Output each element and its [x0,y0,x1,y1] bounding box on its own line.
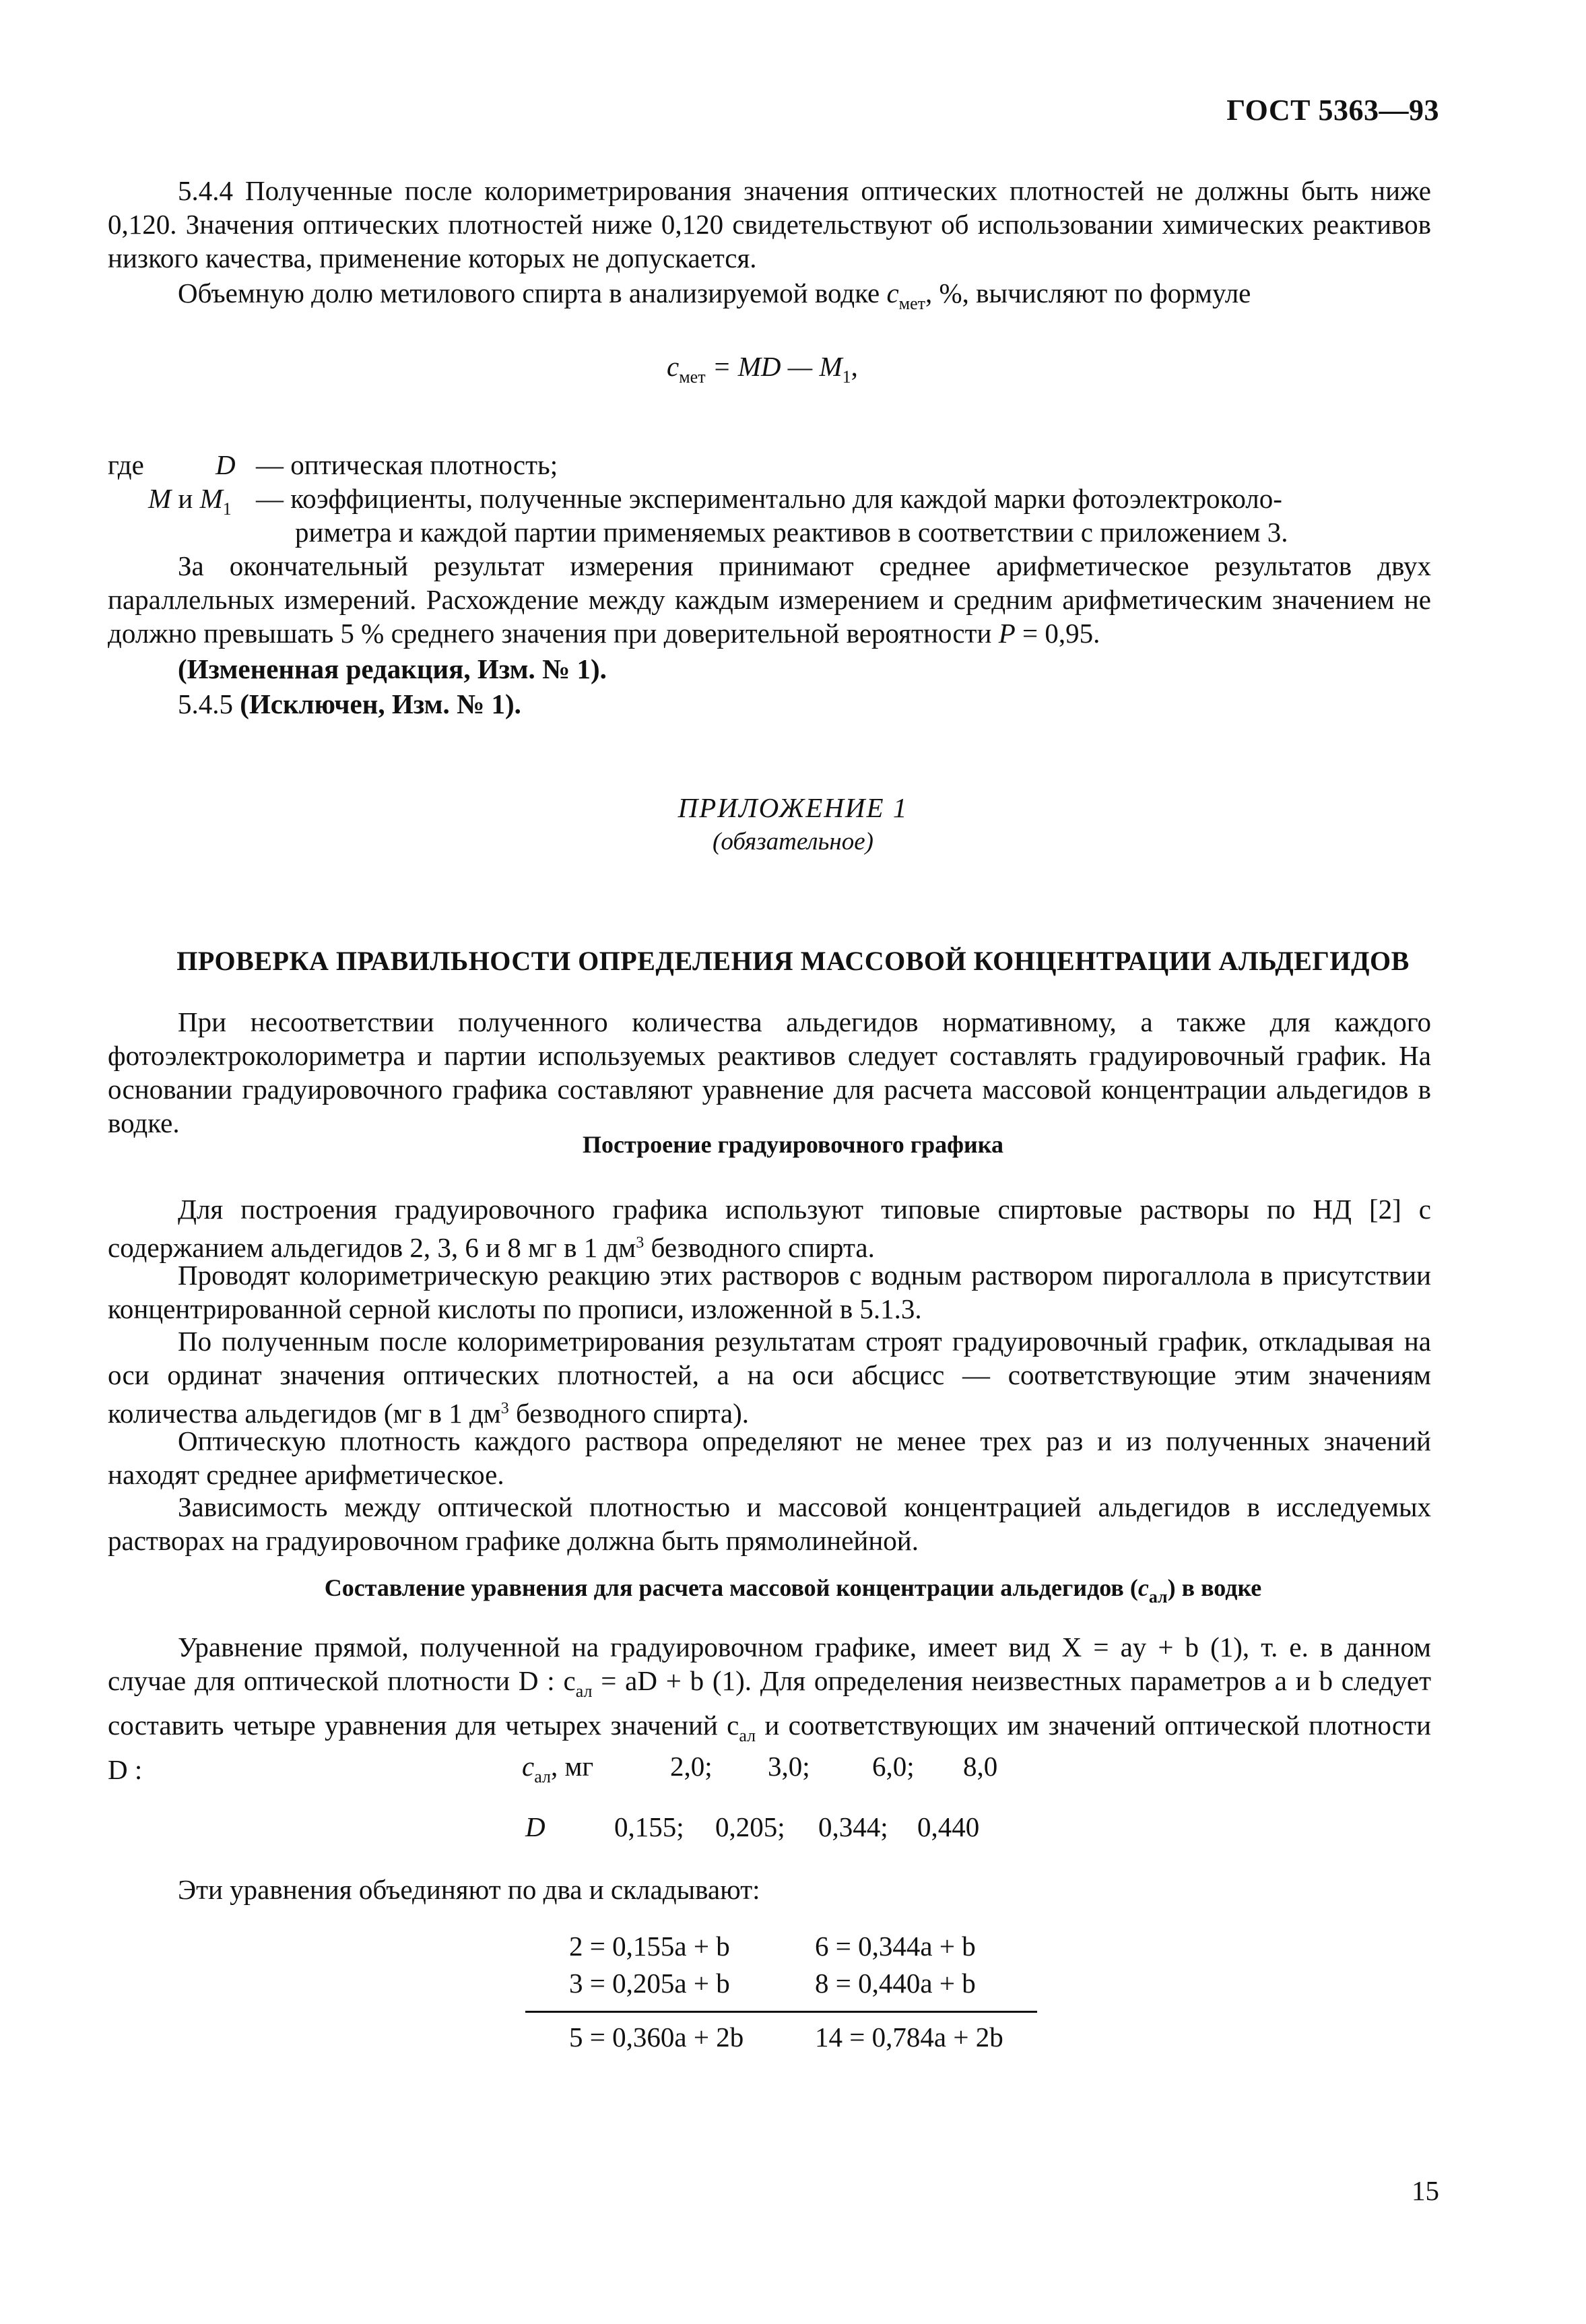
equation-left-1: 2 = 0,155a + b [569,1931,730,1962]
calibration-paragraph-2: Проводят колориметрическую реакцию этих растворов с водным раствором пирогаллола в присутствии концентрированной серной кислоты по прописи, изложенной в 5.1.3. [108,1260,1431,1324]
table-cell: 2,0; [670,1751,713,1782]
section-calibration-title: Построение градуировочного графика [583,1131,1003,1158]
appendix-title: ПРИЛОЖЕНИЕ 1 [678,792,908,823]
calibration-paragraph-5: Зависимость между оптической плотностью и массовой концентрацией альдегидов в исследуемых растворах на градуировочном графике должна быть прямолинейной. [108,1491,1431,1556]
amendment-note: (Измененная редакция, Изм. № 1). [178,653,607,684]
table-cell: 0,155; [614,1811,684,1842]
table-row-c-label: $c_{ал}$, мг [522,1751,594,1786]
equation-right-2: 8 = 0,440a + b [815,1968,976,1999]
table-cell: 3,0; [768,1751,810,1782]
calibration-paragraph-4: Оптическую плотность каждого раствора определяют не менее трех раз и из полученных значений находят среднее арифметическое. [108,1425,1431,1490]
appendix-heading: ПРОВЕРКА ПРАВИЛЬНОСТИ ОПРЕДЕЛЕНИЯ МАССОВОЙ КОНЦЕНТРАЦИИ АЛЬДЕГИДОВ [176,946,1410,976]
standard-header: ГОСТ 5363—93 [1226,94,1439,127]
equation-right-sum: 14 = 0,784a + 2b [815,2022,1003,2053]
sum-divider-line [525,2011,1037,2013]
table-row-d-label: D [525,1811,546,1842]
equation-left-sum: 5 = 0,360a + 2b [569,2022,744,2053]
equation-left-2: 3 = 0,205a + b [569,1968,730,1999]
paragraph-5-4-4: 5.4.4 Полученные после колориметрирования значения оптических плотностей не должны быть ниже 0,120. Значения оптических плотностей ниже 0,120 свидетельствуют об использовании химических реактивов низкого качества, применение которых не допускается. [108,175,1431,273]
where-d-definition: — оптическая плотность; [256,449,558,480]
table-cell: 0,344; [818,1811,888,1842]
table-cell: 8,0 [963,1751,998,1782]
paragraph-5-4-5: 5.4.5 (Исключен, Изм. № 1). [178,688,521,719]
where-m-definition-line1: — коэффициенты, полученные экспериментально для каждой марки фотоэлектроколо- [256,483,1282,514]
where-label: где [108,449,144,480]
section-equation-title: Составление уравнения для расчета массовой концентрации альдегидов $(c_{ал})$ в водке [324,1574,1262,1607]
table-cell: 6,0; [872,1751,915,1782]
calibration-paragraph-3: По полученным после колориметрирования результатам строят градуировочный график, откладывая на оси ординат значения оптических плотностей, а на оси абсцисс — соответствующие этим значениям количества альдегидов (мг в 1 $дм^3$ безводного спирта). [108,1326,1431,1429]
appendix-subtitle: (обязательное) [713,828,873,856]
methanol-formula: $c_{мет}$ = MD — $M_1$, [667,351,858,387]
table-cell: 0,440 [917,1811,980,1842]
table-cell: 0,205; [715,1811,785,1842]
calibration-paragraph-1: Для построения градуировочного графика используют типовые спиртовые растворы по НД [2] с содержанием альдегидов 2, 3, 6 и 8 мг в 1 $дм^3$ безводного спирта. [108,1194,1431,1263]
page-number: 15 [1412,2175,1439,2206]
where-d-symbol: D [216,449,236,480]
paragraph-final-result: За окончательный результат измерения принимают среднее арифметическое результатов двух параллельных измерений. Расхождение между каждым измерением и средним арифметическим значением не должно превышать 5 % среднего значения при доверительной вероятности P = 0,95. [108,550,1431,649]
combine-text: Эти уравнения объединяют по два и складывают: [178,1874,760,1905]
paragraph-volume-fraction: Объемную долю метилового спирта в анализируемой водке $c_{мет}$, %, вычисляют по формуле [178,278,1251,313]
equation-right-1: 6 = 0,344a + b [815,1931,976,1962]
where-m-symbols: M и $M_1$ [148,483,232,519]
appendix-intro: При несоответствии полученного количества альдегидов нормативному, а также для каждого фотоэлектроколориметра и партии используемых реактивов следует составлять градуировочный график. На основании градуировочного графика составляют уравнение для расчета массовой концентрации альдегидов в водке. [108,1006,1431,1138]
equation-paragraph: Уравнение прямой, полученной на градуировочном графике, имеет вид X = ay + b (1), т. е. в данном случае для оптической плотности D : $c_{ал}$ = aD + b (1). Для определения неизвестных параметров a и b следует составить четыре уравнения для четырех значений $c_{ал}$ и соответствующих им значений оптической плотности D : [108,1632,1431,1785]
where-m-definition-line2: риметра и каждой партии применяемых реактивов в соответствии с приложением 3. [295,517,1288,548]
